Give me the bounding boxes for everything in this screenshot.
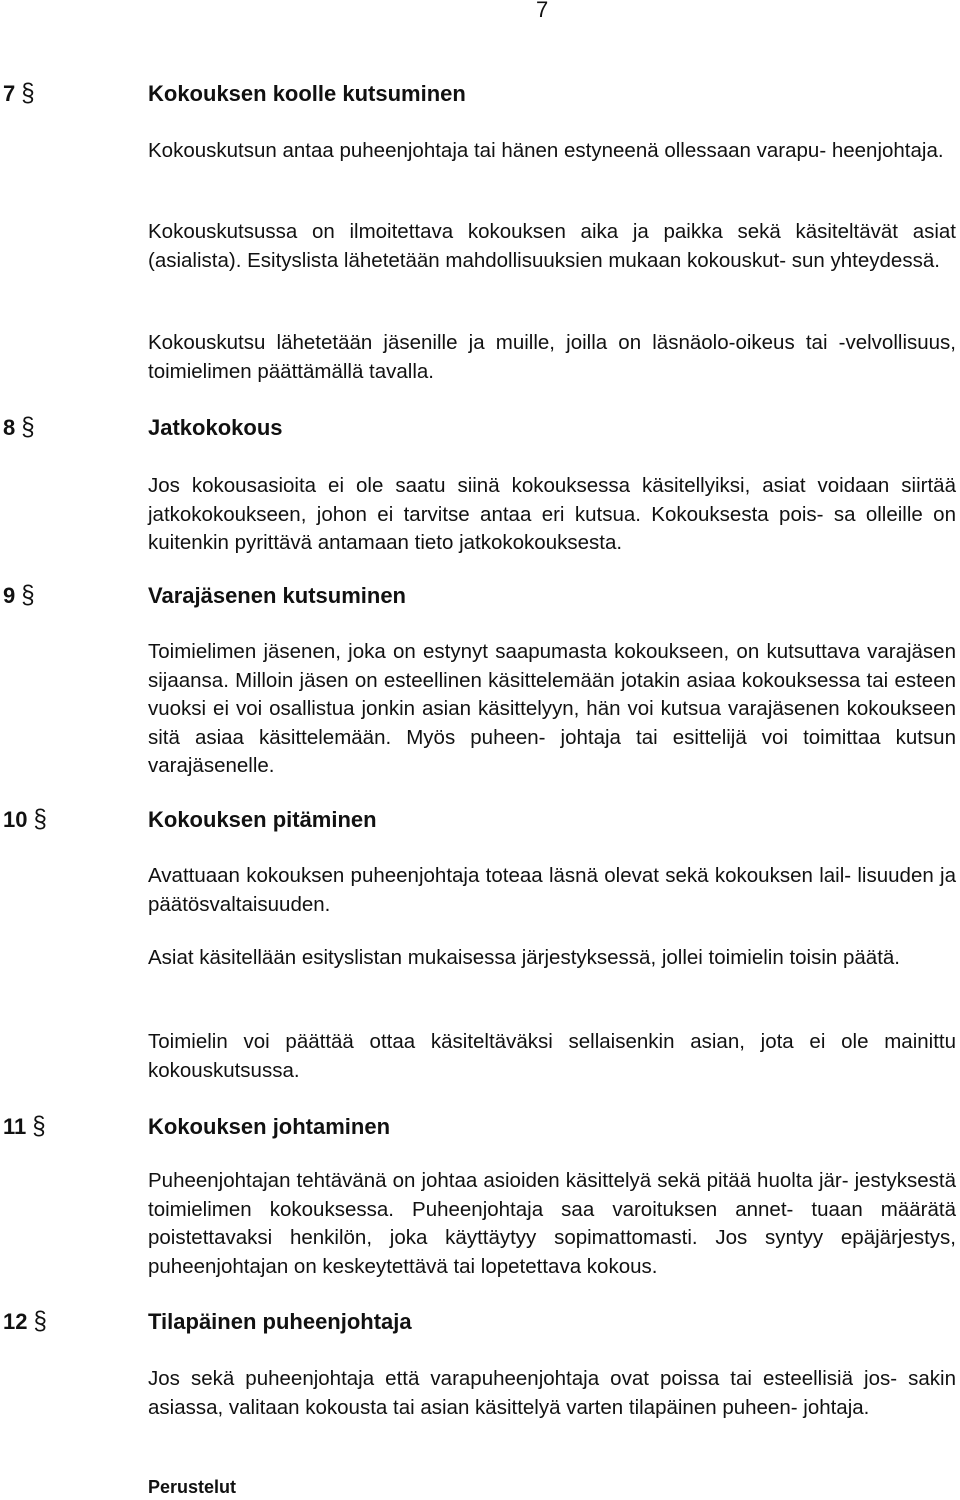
paragraph: Kokouskutsun antaa puheenjohtaja tai hänen estyneenä ollessaan varapu- heenjohtaja. <box>148 139 944 162</box>
section-title: Jatkokokous <box>148 415 283 440</box>
section-number: 8 § <box>3 412 35 443</box>
section-number: 7 § <box>3 78 35 109</box>
section-sign-icon: § <box>32 1111 46 1142</box>
page-number: 7 <box>536 0 549 22</box>
section-heading <box>0 79 960 108</box>
paragraph: Kokouskutsussa on ilmoitettava kokouksen aika ja paikka sekä käsiteltävät asiat (asialista). Esityslista lähetetään mahdollisuuksien mukaan kokouskut- sun yhteydessä. <box>148 220 956 272</box>
section-number: 10 § <box>3 804 47 835</box>
paragraph: Kokouskutsu lähetetään jäsenille ja muille, joilla on läsnäolo-oikeus tai -velvollisuus, toimielimen päättämällä tavalla. <box>148 331 956 383</box>
section-7 <box>0 79 960 108</box>
section-title: Kokouksen koolle kutsuminen <box>148 81 466 106</box>
section-heading <box>0 581 960 610</box>
section-title: Kokouksen pitäminen <box>148 807 377 832</box>
section-sign-icon: § <box>33 1306 47 1337</box>
section-sign-icon: § <box>33 804 47 835</box>
section-title: Kokouksen johtaminen <box>148 1114 391 1139</box>
section-heading <box>0 413 960 442</box>
paragraph: Jos sekä puheenjohtaja että varapuheenjohtaja ovat poissa tai esteellisiä jos- sakin asiassa, valitaan kokousta tai asian käsittelyä varten tilapäinen puheen- johtaja. <box>148 1367 956 1419</box>
section-title: Tilapäinen puheenjohtaja <box>148 1309 412 1334</box>
section-number: 9 § <box>3 580 35 611</box>
section-number: 12 § <box>3 1306 47 1337</box>
paragraph: Puheenjohtajan tehtävänä on johtaa asioiden käsittelyä sekä pitää huolta jär- jestyksestä toimielimen kokouksessa. Puheenjohtaja saa varoituksen annet- tuaan määrätä poistettavaksi henkilön, joka käyttäytyy sopimattomasti. Jos syntyy epäjärjestys, puheenjohtajan on keskeytettävä tai lopetettava kokous. <box>148 1169 956 1278</box>
section-heading <box>0 1307 960 1336</box>
section-title: Varajäsenen kutsuminen <box>148 583 406 608</box>
section-heading <box>0 805 960 834</box>
paragraph: Toimielimen jäsenen, joka on estynyt saapumasta kokoukseen, on kutsuttava varajäsen sijaansa. Milloin jäsen on esteellinen käsittelemään jotakin asiaa kokouksessa tai esteen vuoksi ei voi osallistua jonkin asian käsittelyyn, hän voi kutsua varajäsenen kokoukseen sitä asiaa käsittelemään. Myös puheen- johtaja tai esittelijä voi toimittaa kutsun varajäsenelle. <box>148 640 956 777</box>
paragraph: Avattuaan kokouksen puheenjohtaja toteaa läsnä olevat sekä kokouksen lail- lisuuden ja päätösvaltaisuuden. <box>148 864 956 916</box>
section-heading <box>0 1112 960 1141</box>
section-sign-icon: § <box>21 412 35 443</box>
section-sign-icon: § <box>21 580 35 611</box>
paragraph: Toimielin voi päättää ottaa käsiteltäväksi sellaisenkin asian, jota ei ole mainittu kokouskutsussa. <box>148 1030 956 1082</box>
section-8 <box>0 413 960 442</box>
section-12 <box>0 1307 960 1336</box>
section-11 <box>0 1112 960 1141</box>
section-9 <box>0 581 960 610</box>
section-10 <box>0 805 960 834</box>
section-number: 11 § <box>3 1111 46 1142</box>
paragraph: Jos kokousasioita ei ole saatu siinä kokouksessa käsitellyiksi, asiat voidaan siirtää jatkokokoukseen, johon ei tarvitse antaa eri kutsua. Kokouksesta pois- sa olleille on kuitenkin pyrittävä antamaan tieto jatkokokouksesta. <box>148 474 956 554</box>
section-sign-icon: § <box>21 78 35 109</box>
paragraph: Asiat käsitellään esityslistan mukaisessa järjestyksessä, jollei toimielin toisin päätä. <box>148 946 900 969</box>
section-label-perustelut: Perustelut <box>148 1477 237 1497</box>
